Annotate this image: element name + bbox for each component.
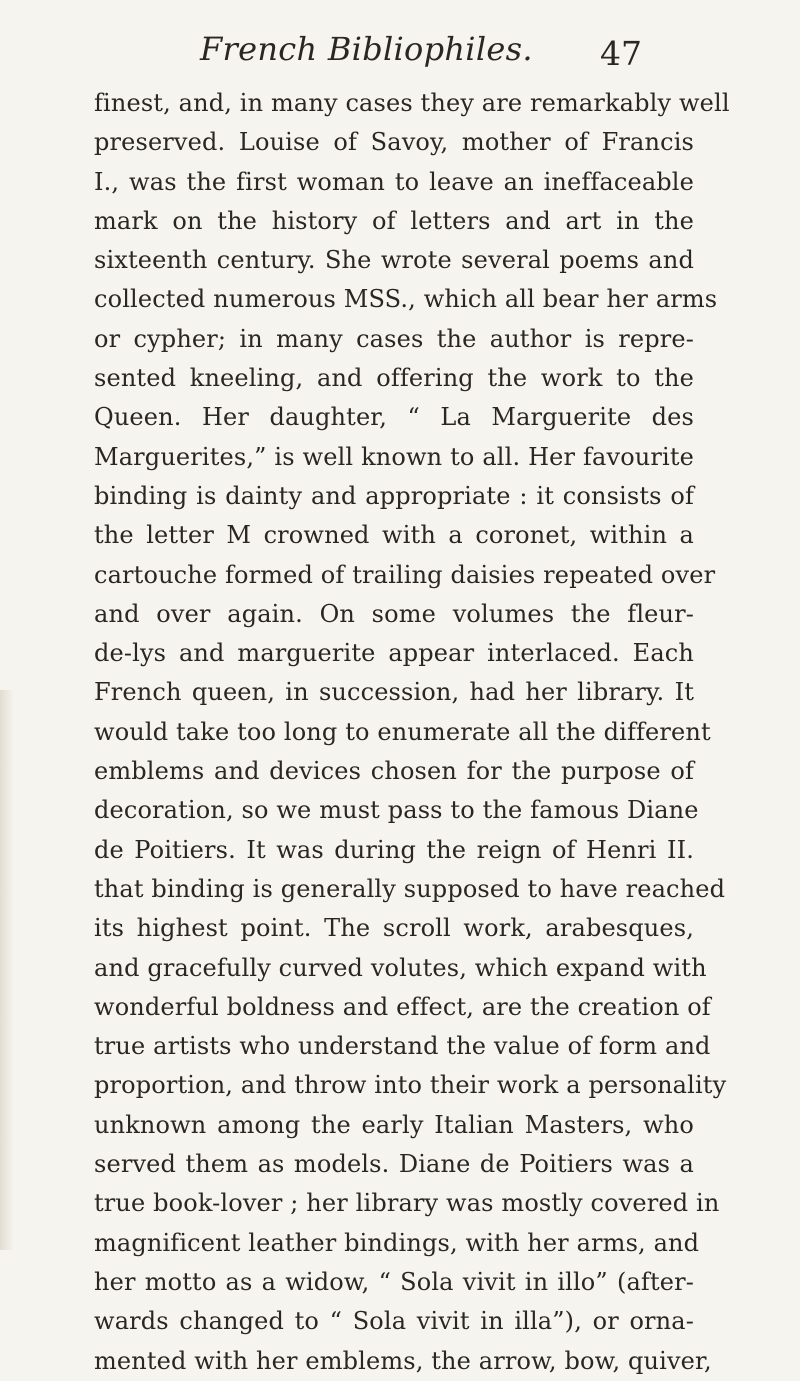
text-line: decoration, so we must pass to the famous Diane bbox=[94, 796, 699, 825]
text-line: preserved. Louise of Savoy, mother of Francis bbox=[94, 128, 694, 157]
text-line: mented with her emblems, the arrow, bow, quiver, bbox=[94, 1346, 712, 1375]
text-line: I., was the first woman to leave an ineffaceable bbox=[94, 167, 694, 196]
text-line: true artists who understand the value of form and bbox=[94, 1032, 711, 1061]
page-gutter-shadow bbox=[0, 690, 14, 1250]
text-line: wonderful boldness and effect, are the creation of bbox=[94, 992, 711, 1021]
text-line: Marguerites,” is well known to all. Her favourite bbox=[94, 442, 694, 471]
text-line: served them as models. Diane de Poitiers was a bbox=[94, 1150, 694, 1179]
text-line: her motto as a widow, “ Sola vivit in illo” (after- bbox=[94, 1267, 694, 1296]
text-line: de-lys and marguerite appear interlaced. Each bbox=[94, 639, 694, 668]
text-line: unknown among the early Italian Masters, who bbox=[94, 1110, 694, 1139]
text-line: the letter M crowned with a coronet, within a bbox=[94, 521, 694, 550]
text-line: and gracefully curved volutes, which expand with bbox=[94, 953, 707, 982]
text-line: collected numerous MSS., which all bear her arms bbox=[94, 285, 718, 314]
text-line: mark on the history of letters and art in the bbox=[94, 206, 694, 235]
text-line: French queen, in succession, had her library. It bbox=[94, 678, 694, 707]
text-line: magnificent leather bindings, with her arms, and bbox=[94, 1228, 700, 1257]
text-line: its highest point. The scroll work, arabesques, bbox=[94, 914, 694, 943]
text-line: or cypher; in many cases the author is repre- bbox=[94, 324, 694, 353]
body-paragraph bbox=[94, 84, 730, 1381]
running-title: French Bibliophiles. bbox=[200, 30, 533, 68]
text-line: sixteenth century. She wrote several poems and bbox=[94, 246, 694, 275]
page-number: 47 bbox=[600, 34, 642, 73]
text-line: proportion, and throw into their work a personality bbox=[94, 1071, 727, 1100]
text-line: true book-lover ; her library was mostly covered in bbox=[94, 1189, 720, 1218]
text-line: emblems and devices chosen for the purpose of bbox=[94, 757, 694, 786]
running-head bbox=[0, 30, 800, 80]
text-line: de Poitiers. It was during the reign of Henri II. bbox=[94, 835, 694, 864]
text-line: finest, and, in many cases they are remarkably well bbox=[94, 89, 730, 117]
text-line: wards changed to “ Sola vivit in illa”), or orna- bbox=[94, 1307, 694, 1336]
text-line: that binding is generally supposed to have reached bbox=[94, 874, 726, 903]
text-line: Queen. Her daughter, “ La Marguerite des bbox=[94, 403, 694, 432]
text-line: would take too long to enumerate all the different bbox=[94, 717, 711, 746]
text-line: sented kneeling, and offering the work to the bbox=[94, 364, 694, 393]
text-line: binding is dainty and appropriate : it consists of bbox=[94, 481, 694, 510]
text-line: cartouche formed of trailing daisies repeated over bbox=[94, 560, 716, 589]
text-line: and over again. On some volumes the fleur- bbox=[94, 599, 694, 628]
